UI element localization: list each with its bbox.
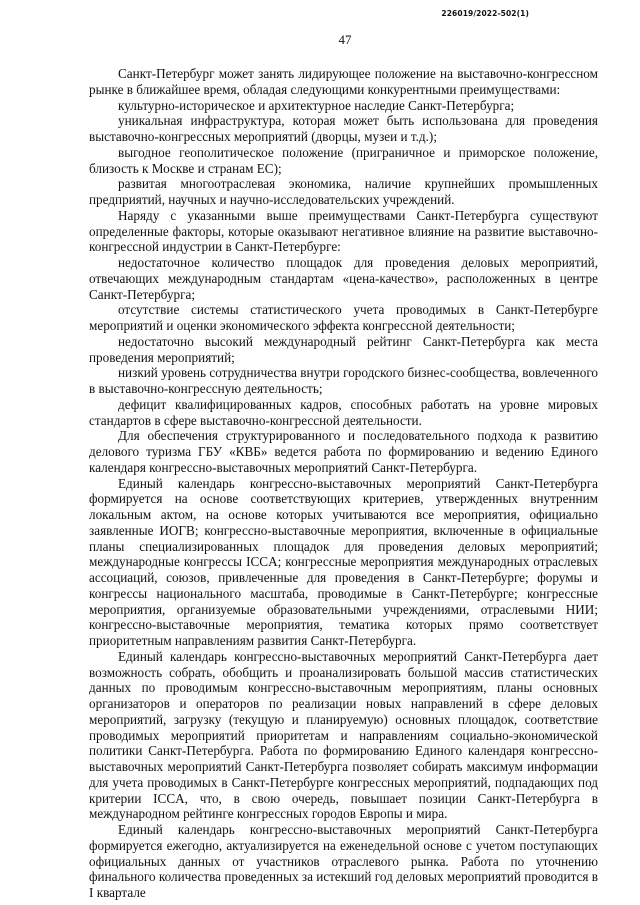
paragraph: недостаточно высокий международный рейтинг Санкт-Петербурга как места проведения мероприятий;	[89, 333, 598, 365]
paragraph: низкий уровень сотрудничества внутри городского бизнес-сообщества, вовлеченного в выставочно-конгрессную деятельность;	[89, 365, 598, 396]
paragraph: Единый календарь конгрессно-выставочных мероприятий Санкт-Петербурга формируется на основе соответствующих критериев, утвержденных внутренним локальным актом, на основе которых учитываются все мероприятия, официально заявленные ИОГВ; конгрессно-выставочные мероприятия, включенные в официальные планы специализированных площадок для проведения деловых мероприятий; международные конгрессы ICCA; конгрессные мероприятия международных отраслевых ассоциаций, союзов, привлеченные для проведения в Санкт-Петербурге; форумы и конгрессы национального масштаба, проводимые в Санкт-Петербурге; конгрессные мероприятия, организуемые образовательными учреждениями, отраслевыми НИИ; конгрессно-выставочные мероприятия, тематика которых прямо соответствует приоритетным направлениям развития Санкт-Петербурга.	[89, 475, 598, 648]
document-id: 226019/2022-502(1)	[441, 9, 529, 18]
paragraph: Единый календарь конгрессно-выставочных мероприятий Санкт-Петербурга дает возможность собрать, обобщить и проанализировать большой массив статистических данных по проводимым конгрессно-выставочным мероприятиям, планы основных организаторов и операторов по реализации новых направлений в сфере деловых мероприятий, загрузку (текущую и планируемую) основных площадок, соответствие проводимых мероприятий приоритетам и направлениям социально-экономической политики Санкт-Петербурга. Работа по формированию Единого календаря конгрессно-выставочных мероприятий Санкт-Петербурга позволяет собирать максимум информации для учета проводимых в Санкт-Петербурге конгрессных мероприятий, подпадающих под критерии ICCA, что, в свою очередь, повышает позиции Санкт-Петербурга в международном рейтинге конгрессных городов Европы и мира.	[89, 648, 598, 822]
paragraph: выгодное геополитическое положение (приграничное и приморское положение, близость к Москве и странам ЕС);	[89, 144, 598, 176]
paragraph: дефицит квалифицированных кадров, способных работать на уровне мировых стандартов в сфере выставочно-конгрессной деятельности.	[89, 396, 598, 428]
paragraph: отсутствие системы статистического учета проводимых в Санкт-Петербурге мероприятий и оценки экономического эффекта конгрессной деятельности;	[89, 302, 598, 333]
paragraph: недостаточное количество площадок для проведения деловых мероприятий, отвечающих международным стандартам «цена-качество», расположенных в центре Санкт-Петербурга;	[89, 255, 598, 302]
paragraph: Для обеспечения структурированного и последовательного подхода к развитию делового туризма ГБУ «КВБ» ведется работа по формированию и ведению Единого календаря конгрессно-выставочных мероприятий Санкт-Петербурга.	[89, 428, 598, 475]
page-number: 47	[338, 32, 352, 47]
paragraph: Единый календарь конгрессно-выставочных мероприятий Санкт-Петербурга формируется ежегодно, актуализируется на еженедельной основе с учетом поступающих официальных данных от участников отраслевого рынка. Работа по уточнению финального количества проведенных за истекший год деловых мероприятий проводится в I квартале	[89, 822, 598, 900]
paragraph: Наряду с указанными выше преимуществами Санкт-Петербурга существуют определенные факторы, которые оказывают негативное влияние на развитие выставочно-конгрессной индустрии в Санкт-Петербурге:	[89, 207, 598, 255]
paragraph: Санкт-Петербург может занять лидирующее положение на выставочно-конгрессном рынке в ближайшее время, обладая следующими конкурентными преимуществами:	[89, 66, 598, 97]
document-body	[89, 66, 598, 901]
paragraph: развитая многоотраслевая экономика, наличие крупнейших промышленных предприятий, научных и научно-исследовательских учреждений.	[89, 176, 598, 207]
paragraph: уникальная инфраструктура, которая может быть использована для проведения выставочно-конгрессных мероприятий (дворцы, музеи и т.д.);	[89, 113, 598, 144]
paragraph: культурно-историческое и архитектурное наследие Санкт-Петербурга;	[118, 97, 515, 113]
